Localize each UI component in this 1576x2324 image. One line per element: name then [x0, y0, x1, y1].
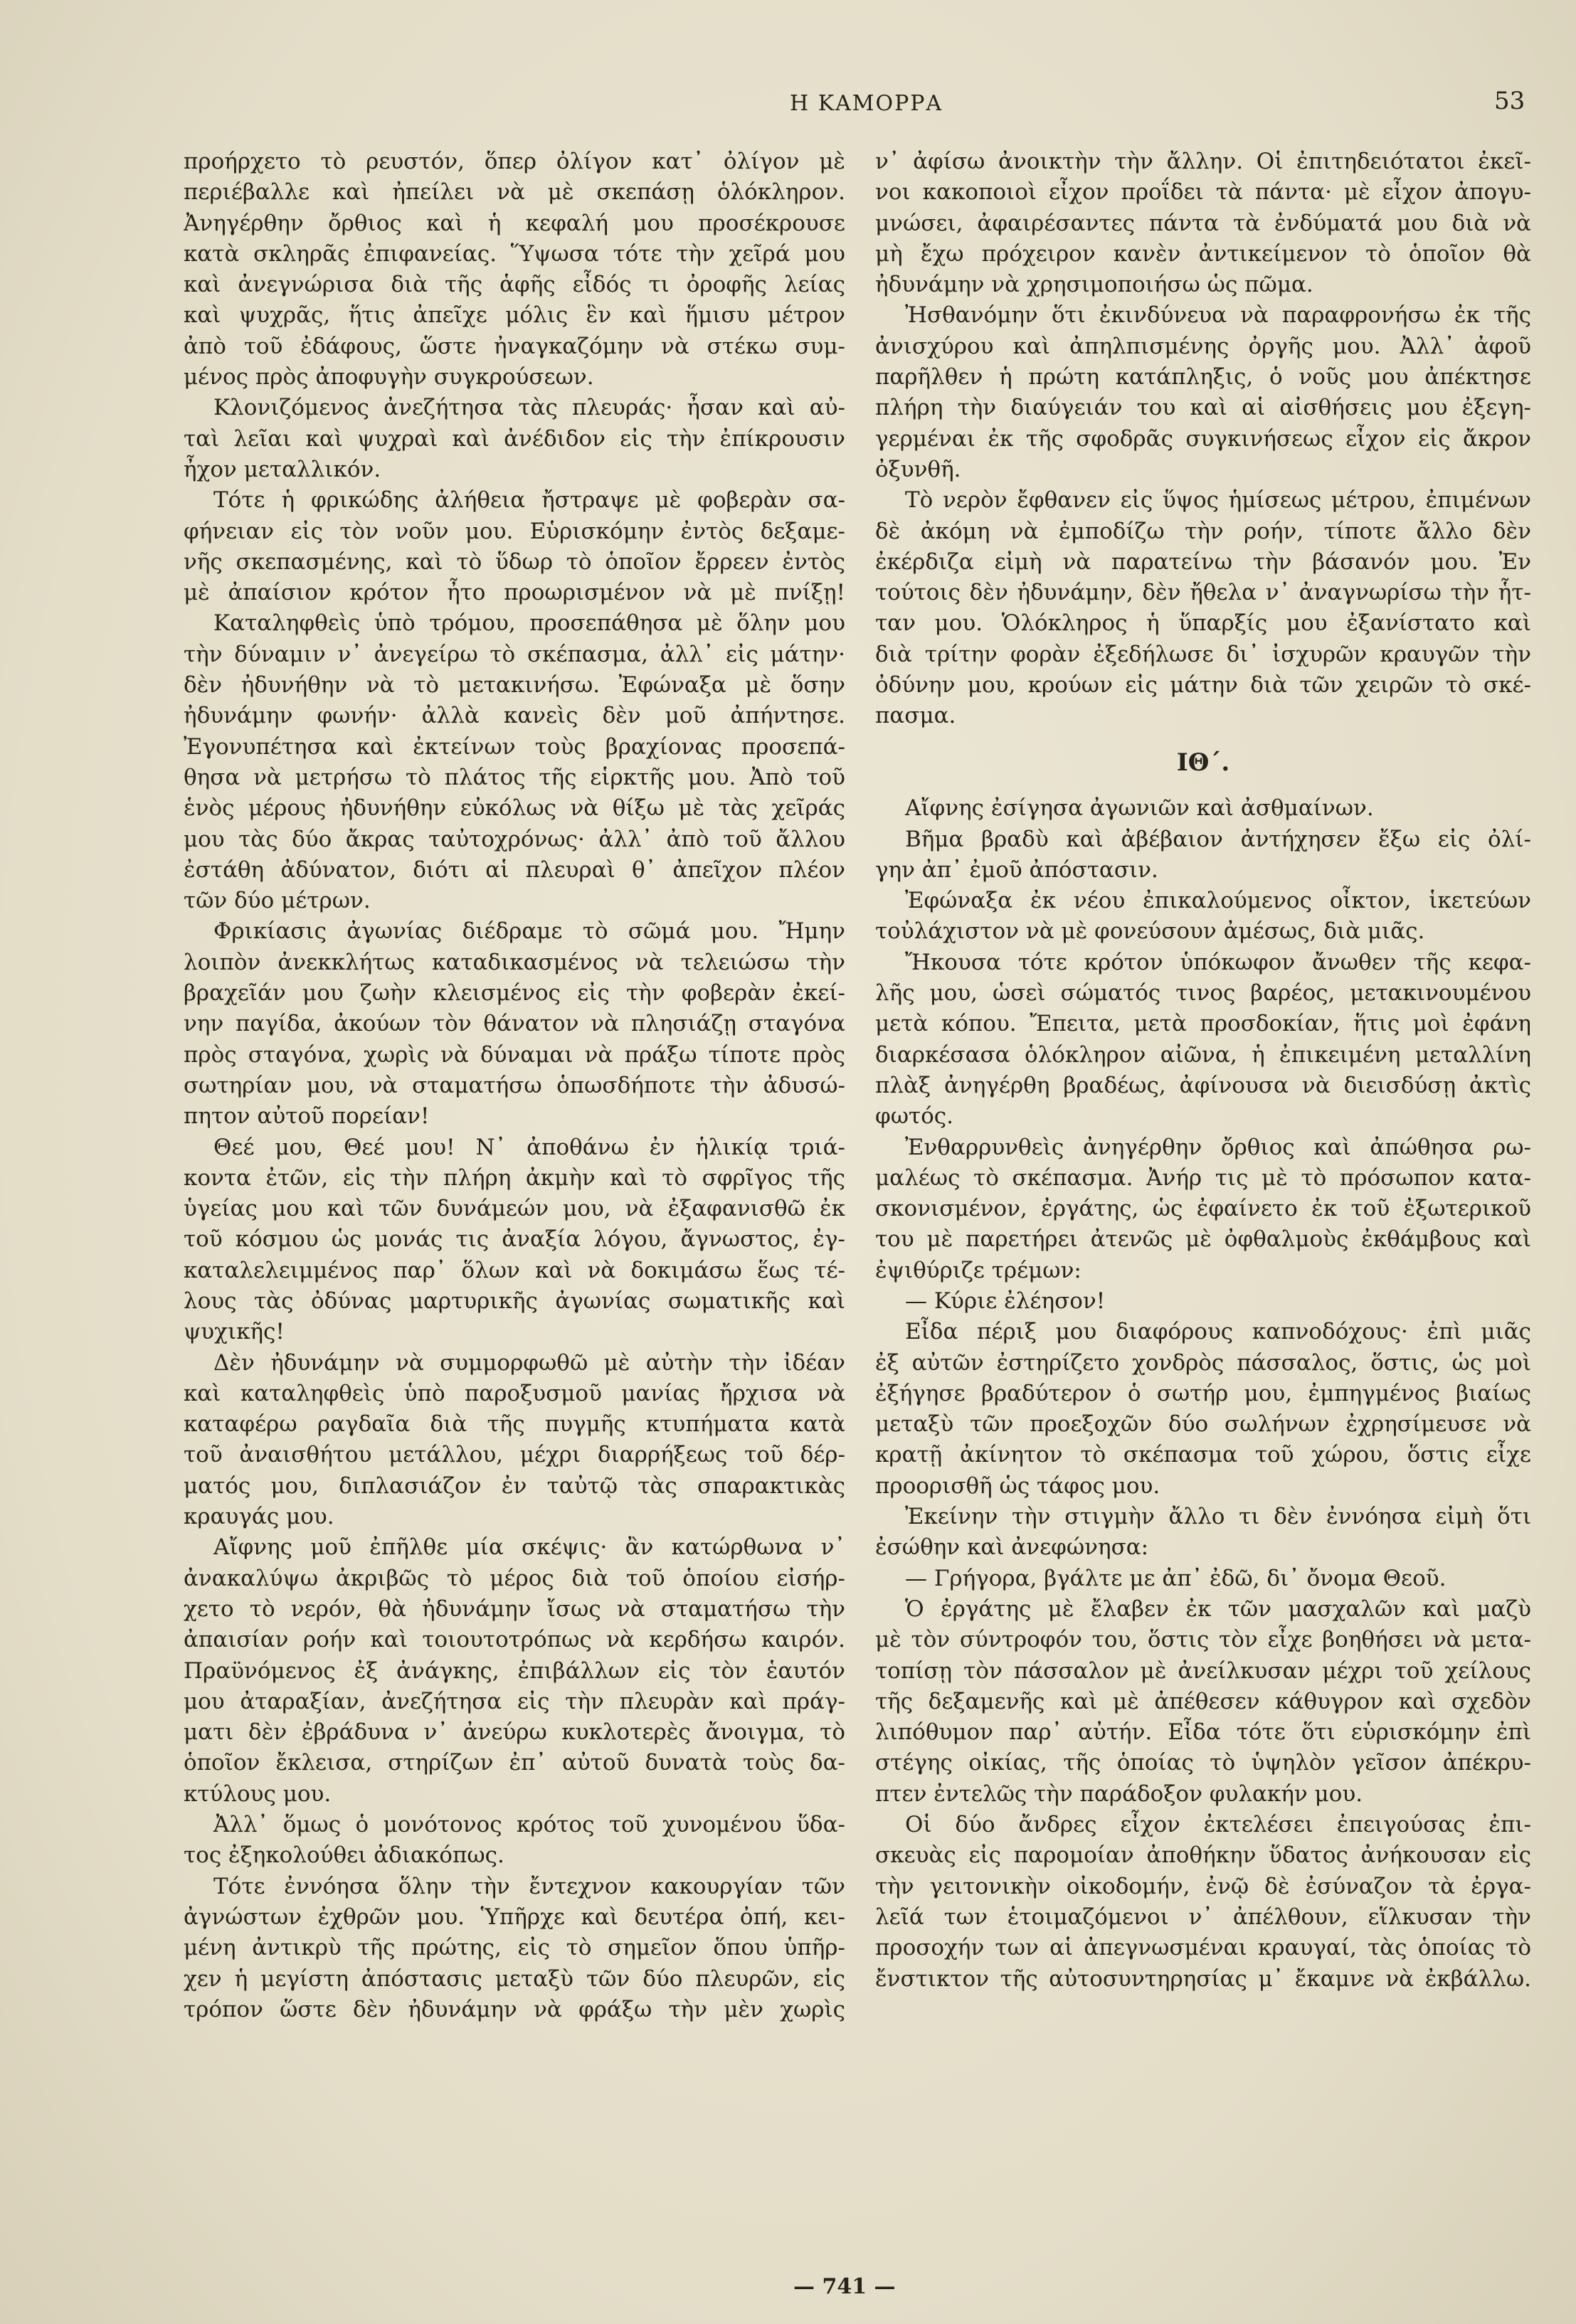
right-column-top-text: [875, 147, 1531, 732]
text-line: Οἱ δύο ἄνδρες εἶχον ἐκτελέσει ἐπειγούσας ἐπι-: [905, 1812, 1531, 1838]
text-line: τοὐλάχιστον νὰ μὲ φονεύσουν ἀμέσως, διὰ μιᾶς.: [875, 918, 1425, 945]
text-line: τρόπον ὥστε δὲν ἠδυνάμην νὰ φράξω τὴν μὲν χωρὶς: [184, 1996, 845, 2022]
text-line: μεταξὺ τῶν προεξοχῶν δύο σωλήνων ἐχρησίμευσε νὰ: [875, 1411, 1531, 1438]
running-head: Η ΚΑΜΟΡΡΑ: [790, 91, 943, 116]
text-line: Ἤκουσα τότε κρότον ὑπόκωφον ἄνωθεν τῆς κεφα-: [905, 949, 1531, 975]
text-line: ἀπὸ τοῦ ἐδάφους, ὥστε ἠναγκαζόμην νὰ στέκω συμ-: [184, 333, 845, 359]
text-line: Ἐκείνην τὴν στιγμὴν ἄλλο τι δὲν ἐννόησα εἰμὴ ὅτι: [905, 1504, 1531, 1530]
text-line: προσοχήν των αἱ ἀπεγνωσμέναι κραυγαί, τὰς ὁποίας τὸ: [875, 1935, 1531, 1961]
text-line: λοιπὸν ἀνεκκλήτως καταδικασμένος νὰ τελειώσω τὴν: [184, 949, 845, 975]
text-line: Ἐφώναξα ἐκ νέου ἐπικαλούμενος οἶκτον, ἱκετεύων: [905, 888, 1531, 914]
text-line: Εἶδα πέριξ μου διαφόρους καπνοδόχους· ἐπὶ μιᾶς: [905, 1319, 1531, 1345]
text-line: κτύλους μου.: [184, 1781, 332, 1807]
text-line: Ὁ ἐργάτης μὲ ἔλαβεν ἐκ τῶν μασχαλῶν καὶ μαζὺ: [905, 1596, 1531, 1622]
text-line: καὶ ἀνεγνώρισα διὰ τῆς ἁφῆς εἶδός τι ὀροφῆς λείας: [184, 272, 845, 298]
text-line: μετὰ κόπου. Ἔπειτα, μετὰ προσδοκίαν, ἥτις μοὶ ἐφάνη: [875, 1011, 1531, 1037]
text-line: διὰ τρίτην φορὰν ἐξεδήλωσε δι᾽ ἰσχυρῶν κραυγῶν τὴν: [875, 641, 1531, 667]
text-line: τοῦ ἀναισθήτου μετάλλου, μέχρι διαρρήξεως τοῦ δέρ-: [184, 1442, 845, 1468]
text-line: Αἴφνης ἐσίγησα ἀγωνιῶν καὶ ἀσθμαίνων.: [905, 795, 1374, 822]
text-line: Ἀνηγέρθην ὄρθιος καὶ ἡ κεφαλή μου προσέκρουσε: [184, 210, 845, 236]
text-line: Ἐγονυπέτησα καὶ ἐκτείνων τοὺς βραχίονας προσεπά-: [184, 733, 845, 760]
text-line: κοντα ἐτῶν, εἰς τὴν πλήρη ἀκμὴν καὶ τὸ σφρῖγος τῆς: [184, 1164, 845, 1191]
text-line: ἔνστικτον τῆς αὐτοσυντηρησίας μ᾽ ἔκαμνε νὰ ἐκβάλλω.: [875, 1965, 1531, 1992]
text-line: ψυχικῆς!: [184, 1319, 285, 1345]
text-line: προήρχετο τὸ ρευστόν, ὅπερ ὀλίγον κατ᾽ ὀλίγον μὲ: [184, 149, 845, 174]
text-line: χετο τὸ νερόν, θὰ ἠδυνάμην ἴσως νὰ σταματήσω τὴν: [184, 1596, 845, 1622]
text-line: νην παγίδα, ἀκούων τὸν θάνατον νὰ πλησιάζῃ σταγόνα: [184, 1011, 845, 1037]
text-line: φήνειαν εἰς τὸν νοῦν μου. Εὑρισκόμην ἐντὸς δεξαμε-: [184, 518, 845, 544]
text-line: περιέβαλλε καὶ ἠπείλει νὰ μὲ σκεπάσῃ ὁλόκληρον.: [184, 179, 845, 206]
text-line: ἐκέρδιζα εἰμὴ νὰ παρατείνω τὴν βάσανόν μου. Ἐν: [875, 548, 1531, 575]
text-line: ταν μου. Ὁλόκληρος ἡ ὕπαρξίς μου ἐξανίστατο καὶ: [875, 610, 1531, 637]
text-line: ματός μου, διπλασιάζον ἐν ταὐτῷ τὰς σπαρακτικὰς: [184, 1473, 845, 1499]
text-line: ὀξυνθῆ.: [875, 456, 961, 482]
text-line: λιπόθυμον παρ᾽ αὐτήν. Εἶδα τότε ὅτι εὑρισκόμην ἐπὶ: [875, 1719, 1531, 1746]
text-line: μὲ ἀπαίσιον κρότον ἦτο προωρισμένον νὰ μὲ πνίξῃ!: [184, 580, 845, 606]
text-line: μου τὰς δύο ἄκρας ταὐτοχρόνως· ἀλλ᾽ ἀπὸ τοῦ ἄλλου: [184, 826, 845, 852]
text-line: Πραϋνόμενος ἐξ ἀνάγκης, ἐπιβάλλων εἰς τὸν ἑαυτόν: [184, 1657, 845, 1684]
text-line: φωτός.: [875, 1103, 954, 1130]
text-line: Καταληφθεὶς ὑπὸ τρόμου, προσεπάθησα μὲ ὅλην μου: [213, 610, 845, 637]
text-line: τῶν δύο μέτρων.: [184, 888, 371, 914]
text-line: τὴν γειτονικὴν οἰκοδομήν, ἐνῷ δὲ ἐσύναζον τὰ ἐργα-: [875, 1873, 1531, 1899]
text-line: ἠδυνάμην φωνήν· ἀλλὰ κανεὶς δὲν μοῦ ἀπήντησε.: [184, 703, 845, 729]
text-line: παρῆλθεν ἡ πρώτη κατάπληξις, ὁ νοῦς μου ἀπέκτησε: [875, 364, 1531, 391]
text-line: ἐξήγησε βραδύτερον ὁ σωτήρ μου, ἐμπηγμένος βιαίως: [875, 1380, 1531, 1406]
text-line: Ἀλλ᾽ ὅμως ὁ μονότονος κρότος τοῦ χυνομένου ὕδα-: [213, 1812, 845, 1838]
text-line: τούτοις δὲν ἠδυνάμην, δὲν ἤθελα ν᾽ ἀναγνωρίσω τὴν ἧτ-: [875, 580, 1531, 606]
text-line: ὑγείας μου καὶ τῶν δυνάμεών μου, νὰ ἐξαφανισθῶ ἐκ: [184, 1196, 845, 1222]
text-line: διαρκέσασα ὁλόκληρον αἰῶνα, ἡ ἐπικειμένη μεταλλίνη: [875, 1041, 1531, 1068]
text-line: Αἴφνης μοῦ ἐπῆλθε μία σκέψις· ἂν κατώρθωνα ν᾽: [213, 1534, 845, 1561]
text-line: του μὲ παρετήρει ἀτενῶς μὲ ὀφθαλμοὺς ἐκθάμβους καὶ: [875, 1226, 1531, 1253]
text-line: πητον αὐτοῦ πορείαν!: [184, 1103, 430, 1130]
text-line: τὴν δύναμιν ν᾽ ἀνεγείρω τὸ σκέπασμα, ἀλλ᾽ εἰς μάτην·: [184, 641, 845, 667]
text-line: — Κύριε ἐλέησον!: [905, 1288, 1106, 1314]
text-line: προορισθῆ ὡς τάφος μου.: [875, 1473, 1160, 1499]
section-heading: ΙΘ΄.: [1176, 748, 1230, 777]
text-line: πλήρη τὴν διαύγειάν του καὶ αἱ αἰσθήσεις μου ἐξεγη-: [875, 395, 1531, 421]
text-line: ἐψιθύριζε τρέμων:: [875, 1257, 1081, 1283]
text-line: Δὲν ἠδυνάμην νὰ συμμορφωθῶ μὲ αὐτὴν τὴν ἰδέαν: [213, 1349, 845, 1376]
text-line: δὲν ἠδυνήθην νὰ τὸ μετακινήσω. Ἐφώναξα μὲ ὅσην: [184, 672, 845, 699]
text-line: σωτηρίαν μου, νὰ σταματήσω ὁπωσδήποτε τὴν ἀδυσώ-: [184, 1072, 845, 1098]
text-line: κρατῇ ἀκίνητον τὸ σκέπασμα τοῦ χώρου, ὅστις εἶχε: [875, 1442, 1531, 1468]
text-line: Ἐνθαρρυνθεὶς ἀνηγέρθην ὄρθιος καὶ ἀπώθησα ρω-: [905, 1134, 1531, 1160]
text-line: — Γρήγορα, βγάλτε με ἀπ᾽ ἐδῶ, δι᾽ ὄνομα Θεοῦ.: [905, 1565, 1447, 1591]
text-line: ἦχον μεταλλικόν.: [184, 456, 381, 482]
printer-signature: — 741 —: [793, 2274, 896, 2299]
text-line: μου ἀταραξίαν, ἀνεζήτησα εἰς τὴν πλευρὰν καὶ πράγ-: [184, 1688, 845, 1714]
text-line: νῆς σκεπασμένης, καὶ τὸ ὕδωρ τὸ ὁποῖον ἔρρεεν ἐντὸς: [184, 548, 845, 575]
text-line: λεῖά των ἑτοιμαζόμενοι ν᾽ ἀπέλθουν, εἵλκυσαν τὴν: [875, 1904, 1531, 1930]
text-line: ὀδύνην μου, κρούων εἰς μάτην διὰ τῶν χειρῶν τὸ σκέ-: [875, 672, 1531, 699]
text-line: Φρικίασις ἀγωνίας διέδραμε τὸ σῶμά μου. Ἤμην: [213, 918, 845, 945]
text-line: γερμέναι ἐκ τῆς σφοδρᾶς συγκινήσεως εἶχον εἰς ἄκρον: [875, 425, 1531, 452]
text-line: τῆς δεξαμενῆς καὶ μὲ ἀπέθεσεν κάθυγρον καὶ σχεδὸν: [875, 1688, 1531, 1714]
text-line: θησα νὰ μετρήσω τὸ πλάτος τῆς εἱρκτῆς μου. Ἀπὸ τοῦ: [184, 764, 845, 790]
text-line: καταφέρω ραγδαῖα διὰ τῆς πυγμῆς κτυπήματα κατὰ: [184, 1411, 845, 1438]
text-line: ἐστάθη ἀδύνατον, διότι αἱ πλευραὶ θ᾽ ἀπεῖχον πλέον: [184, 856, 845, 883]
text-line: πασμα.: [875, 703, 956, 729]
text-line: ἀνακαλύψω ἀκριβῶς τὸ μέρος διὰ τοῦ ὁποίου εἰσήρ-: [184, 1565, 845, 1591]
text-line: Κλονιζόμενος ἀνεζήτησα τὰς πλευράς· ἦσαν καὶ αὐ-: [213, 395, 845, 421]
text-line: ἐξ αὐτῶν ἐστηρίζετο χονδρὸς πάσσαλος, ὅστις, ὡς μοὶ: [875, 1349, 1531, 1376]
text-line: μένη ἀντικρὺ τῆς πρώτης, εἰς τὸ σημεῖον ὅπου ὑπῆρ-: [184, 1935, 845, 1961]
text-line: Τὸ νερὸν ἔφθανεν εἰς ὕψος ἡμίσεως μέτρου, ἐπιμένων: [905, 487, 1531, 514]
text-line: στέγης οἰκίας, τῆς ὁποίας τὸ ὑψηλὸν γεῖσον ἀπέκρυ-: [875, 1750, 1531, 1776]
text-line: βραχεῖάν μου ζωὴν κλεισμένος εἰς τὴν φοβερὰν ἐκεί-: [184, 980, 845, 1007]
text-line: μνώσει, ἀφαιρέσαντες πάντα τὰ ἐνδύματά μου διὰ νὰ: [875, 210, 1531, 236]
text-line: ἀγνώστων ἐχθρῶν μου. Ὑπῆρχε καὶ δευτέρα ὀπή, κει-: [184, 1904, 845, 1930]
text-line: νοι κακοποιοὶ εἶχον προΐδει τὰ πάντα· μὲ εἶχον ἀπογυ-: [875, 179, 1531, 206]
text-line: ματι δὲν ἐβράδυνα ν᾽ ἀνεύρω κυκλοτερὲς ἄνοιγμα, τὸ: [184, 1719, 845, 1746]
text-line: μὴ ἔχω πρόχειρον κανὲν ἀντικείμενον τὸ ὁποῖον θὰ: [875, 240, 1531, 267]
text-line: ἐσώθην καὶ ἀνεφώνησα:: [875, 1534, 1149, 1561]
text-line: Θεέ μου, Θεέ μου! Ν᾽ ἀποθάνω ἐν ἡλικίᾳ τριά-: [213, 1134, 845, 1160]
text-line: χεν ἡ μεγίστη ἀπόστασις μεταξὺ τῶν δύο πλευρῶν, εἰς: [184, 1965, 845, 1992]
text-line: κατὰ σκληρᾶς ἐπιφανείας. Ὕψωσα τότε τὴν χεῖρά μου: [184, 240, 845, 267]
text-line: κραυγάς μου.: [184, 1504, 334, 1530]
text-line: λους τὰς ὀδύνας μαρτυρικῆς ἀγωνίας σωματικῆς καὶ: [184, 1288, 845, 1314]
text-line: καταλελειμμένος παρ᾽ ὅλων καὶ νὰ δοκιμάσω ἕως τέ-: [184, 1257, 845, 1283]
text-line: γην ἀπ᾽ ἐμοῦ ἀπόστασιν.: [875, 856, 1158, 883]
text-line: τοῦ κόσμου ὡς μονάς τις ἀναξία λόγου, ἄγνωστος, ἐγ-: [184, 1226, 845, 1253]
text-line: καὶ ψυχρᾶς, ἥτις ἀπεῖχε μόλις ἓν καὶ ἥμισυ μέτρον: [184, 302, 845, 329]
text-line: σκονισμένον, ἐργάτης, ὡς ἐφαίνετο ἐκ τοῦ ἐξωτερικοῦ: [875, 1196, 1531, 1222]
text-line: ν᾽ ἀφίσω ἀνοικτὴν τὴν ἄλλην. Οἱ ἐπιτηδειότατοι ἐκεῖ-: [875, 149, 1531, 174]
text-line: μὲ τὸν σύντροφόν του, ὅστις τὸν εἶχε βοηθήσει νὰ μετα-: [875, 1627, 1531, 1653]
text-line: ταὶ λεῖαι καὶ ψυχραὶ καὶ ἀνέδιδον εἰς τὴν ἐπίκρουσιν: [184, 425, 845, 452]
text-line: μένος πρὸς ἀποφυγὴν συγκρούσεων.: [184, 364, 594, 391]
text-line: ἑνὸς μέρους ἠδυνήθην εὐκόλως νὰ θίξω μὲ τὰς χεῖράς: [184, 795, 845, 822]
text-line: ὁποῖον ἔκλεισα, στηρίζων ἐπ᾽ αὐτοῦ δυνατὰ τοὺς δα-: [184, 1750, 845, 1776]
text-line: τος ἐξηκολούθει ἀδιακόπως.: [184, 1842, 504, 1869]
page-number: 53: [1494, 87, 1525, 115]
text-line: πτεν ἐντελῶς τὴν παράδοξον φυλακήν μου.: [875, 1781, 1363, 1807]
text-line: ἠδυνάμην νὰ χρησιμοποιήσω ὡς πῶμα.: [875, 272, 1313, 298]
text-line: Ἠσθανόμην ὅτι ἐκινδύνευα νὰ παραφρονήσω ἐκ τῆς: [905, 302, 1531, 329]
right-column: [875, 147, 1531, 1995]
text-line: ἀνισχύρου καὶ ἀπηλπισμένης ὀργῆς μου. Ἀλλ᾽ ἀφοῦ: [875, 333, 1531, 359]
text-line: καὶ καταληφθεὶς ὑπὸ παροξυσμοῦ μανίας ἤρχισα νὰ: [184, 1380, 845, 1406]
right-column-bottom-text: [875, 793, 1531, 1995]
text-line: πρὸς σταγόνα, χωρὶς νὰ δύναμαι νὰ πράξω τίποτε πρὸς: [184, 1041, 845, 1068]
text-line: δὲ ἀκόμη νὰ ἐμποδίζω τὴν ροήν, τίποτε ἄλλο δὲν: [875, 518, 1531, 544]
text-line: Τότε ἐννόησα ὅλην τὴν ἔντεχνον κακουργίαν τῶν: [213, 1873, 845, 1899]
text-line: τοπίσῃ τὸν πάσσαλον μὲ ἀνείλκυσαν μέχρι τοῦ χείλους: [875, 1657, 1531, 1684]
text-line: πλὰξ ἀνηγέρθη βραδέως, ἀφίνουσα νὰ διεισδύσῃ ἀκτὶς: [875, 1072, 1531, 1098]
text-line: σκευὰς εἰς παρομοίαν ἀποθήκην ὕδατος ἀνήκουσαν εἰς: [875, 1842, 1531, 1869]
text-line: ἀπαισίαν ροήν καὶ τοιουτοτρόπως νὰ κερδήσω καιρόν.: [184, 1627, 845, 1653]
text-line: Τότε ἡ φρικώδης ἀλήθεια ἤστραψε μὲ φοβερὰν σα-: [213, 487, 845, 514]
text-line: Βῆμα βραδὺ καὶ ἀβέβαιον ἀντήχησεν ἔξω εἰς ὀλί-: [905, 826, 1531, 852]
text-line: μαλέως τὸ σκέπασμα. Ἀνήρ τις μὲ τὸ πρόσωπον κατα-: [875, 1164, 1531, 1191]
text-line: λῆς μου, ὡσεὶ σώματός τινος βαρέος, μετακινουμένου: [875, 980, 1531, 1007]
left-column: [184, 147, 845, 2025]
